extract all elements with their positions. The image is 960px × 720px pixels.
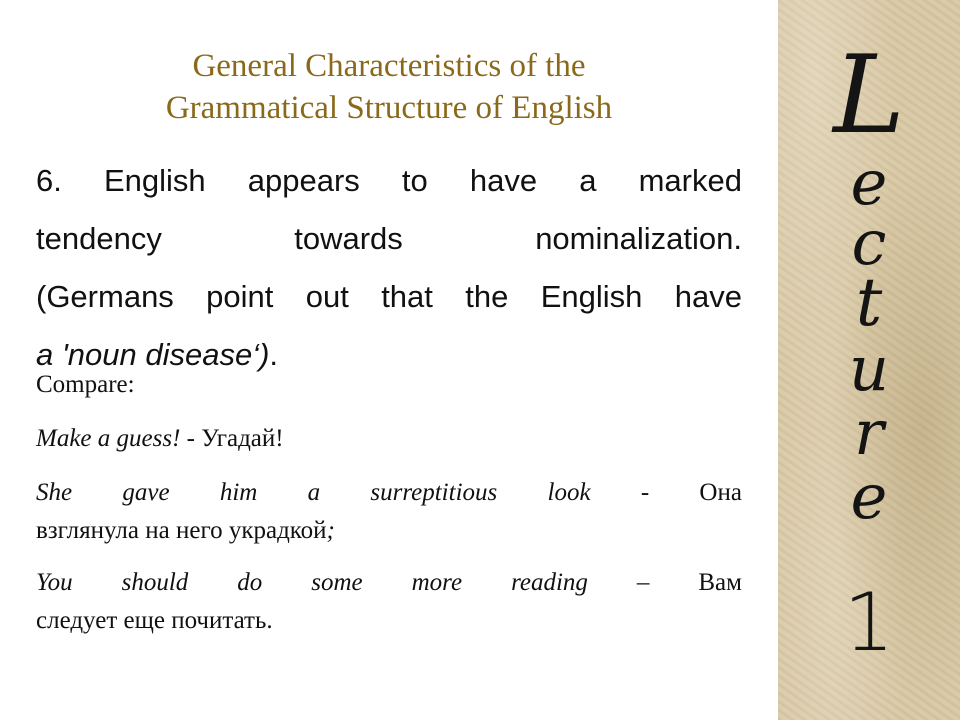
compare-text: Compare: <box>36 371 135 398</box>
example-3-line-1 <box>36 564 742 602</box>
example-2 <box>36 474 742 550</box>
word: tendency <box>36 221 162 256</box>
word: – <box>636 569 650 596</box>
example-1-russian: - Угадай! <box>180 425 284 452</box>
word: 6. <box>36 163 62 198</box>
word: have <box>469 163 538 198</box>
side-letter-r: r <box>854 396 884 469</box>
word: nominalization. <box>535 221 742 256</box>
word: do <box>237 569 263 596</box>
word: the <box>465 279 509 314</box>
side-number: 1 <box>843 576 895 669</box>
side-letter-c: c <box>851 206 887 279</box>
point-6-paragraph <box>36 152 742 384</box>
example-3-line-2 <box>36 602 742 640</box>
slide-content <box>36 0 742 720</box>
word: (Germans <box>36 279 174 314</box>
word: English <box>540 279 643 314</box>
word: that <box>381 279 433 314</box>
side-letter-t: t <box>855 264 883 341</box>
word: She <box>36 479 73 506</box>
point-6-line-1 <box>36 152 742 210</box>
point-6-line-2 <box>36 210 742 268</box>
word: some <box>311 569 363 596</box>
word: Она <box>699 479 742 506</box>
word: out <box>305 279 349 314</box>
word: Вам <box>698 569 742 596</box>
word: marked <box>638 163 742 198</box>
word: surreptitious <box>370 479 498 506</box>
example-2-line-1 <box>36 474 742 512</box>
word: - <box>640 479 650 506</box>
word: appears <box>247 163 360 198</box>
title-line-1: General Characteristics of the <box>192 48 586 84</box>
word: English <box>103 163 206 198</box>
semicolon: ; <box>326 517 335 544</box>
side-letter-L: L <box>833 33 905 158</box>
word: should <box>121 569 189 596</box>
word: to <box>401 163 428 198</box>
word: have <box>674 279 742 314</box>
compare-label <box>36 366 742 404</box>
lecture-side-panel <box>778 0 960 720</box>
side-letter-u: u <box>849 332 889 405</box>
example-3-russian: следует еще почитать. <box>36 607 273 634</box>
slide-title <box>36 45 742 129</box>
example-2-russian: взглянула на него украдкой <box>36 517 327 544</box>
side-letter-e2: e <box>850 460 888 533</box>
example-1 <box>36 420 742 458</box>
word: him <box>219 479 258 506</box>
word: look <box>547 479 591 506</box>
example-2-line-2 <box>36 512 742 550</box>
word: gave <box>122 479 170 506</box>
noun-disease-quote: a 'noun disease‘) <box>36 337 270 372</box>
sentence-end: . <box>269 337 279 372</box>
word: a <box>307 479 321 506</box>
side-letter-e: e <box>850 146 888 219</box>
title-line-2: Grammatical Structure of English <box>165 90 613 126</box>
point-6-line-3 <box>36 268 742 326</box>
example-3 <box>36 564 742 640</box>
word: You <box>36 569 73 596</box>
word: towards <box>294 221 403 256</box>
word: more <box>411 569 463 596</box>
word: reading <box>511 569 588 596</box>
example-1-english: Make a guess! <box>36 425 181 452</box>
word: a <box>579 163 597 198</box>
word: point <box>206 279 274 314</box>
